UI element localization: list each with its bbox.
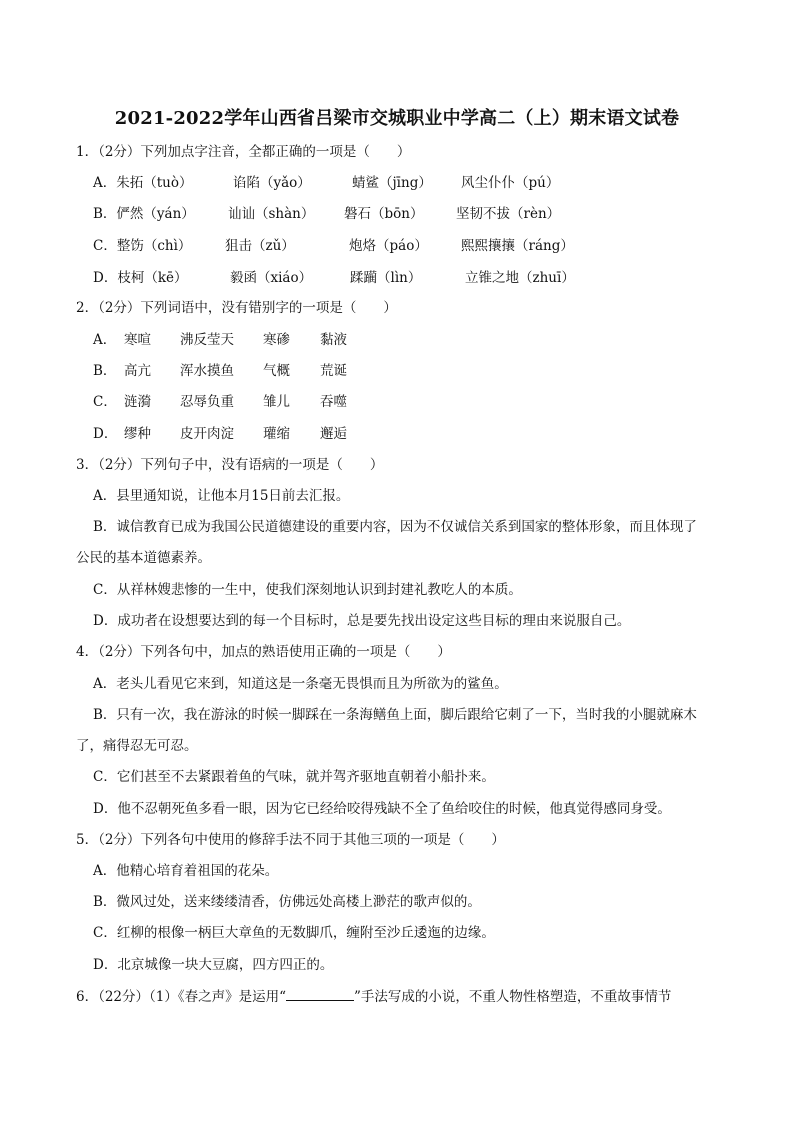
q5-option-d: D．北京城像一块大豆腐，四方四正的。	[93, 957, 334, 973]
q1-option-b-4: 坚韧不拔（rèn）	[456, 206, 561, 222]
q1-option-c-1: C．整饬（chì）	[93, 238, 192, 254]
q3-option-a: A．县里通知说，让他本月15日前去汇报。	[93, 488, 350, 504]
q1-option-d-2: 毅函（xiáo）	[230, 270, 313, 286]
q2-option-a-letter: A．	[93, 332, 117, 348]
q1-option-b-2: 讪讪（shàn）	[228, 206, 315, 222]
question-4-stem: 4．（2分）下列各句中，加点的熟语使用正确的一项是（ ）	[76, 644, 451, 660]
q4-option-d: D．他不忍朝死鱼多看一眼，因为它已经给咬得残缺不全了鱼给咬住的时候，他真觉得感同身受。	[93, 801, 671, 817]
q2-option-d-letter: D．	[93, 426, 118, 442]
q2-option-a-4: 黏液	[320, 332, 347, 348]
q5-option-b: B．微风过处，送来缕缕清香，仿佛远处高楼上渺茫的歌声似的。	[93, 894, 481, 910]
q3-option-d: D．成功者在设想要达到的每一个目标时，总是要先找出设定这些目标的理由来说服自己。	[93, 613, 631, 629]
q5-option-a: A．他精心培育着祖国的花朵。	[93, 863, 279, 879]
q1-option-c-4: 熙熙攘攘（ráng）	[461, 238, 574, 254]
q1-option-a-2: 谄陷（yǎo）	[233, 175, 311, 191]
question-3-stem: 3．（2分）下列句子中，没有语病的一项是（ ）	[76, 457, 384, 473]
question-6-stem	[76, 986, 671, 1007]
answer-blank[interactable]	[286, 986, 354, 1001]
q4-option-a: A．老头儿看见它来到，知道这是一条毫无畏惧而且为所欲为的鲨鱼。	[93, 676, 508, 692]
q2-option-a-2: 沸反莹天	[180, 332, 234, 348]
q5-option-c: C．红柳的根像一柄巨大章鱼的无数脚爪，缠附至沙丘逶迤的边缘。	[93, 925, 495, 941]
q2-option-c-4: 吞噬	[320, 394, 347, 410]
q4-option-b-line1: B．只有一次，我在游泳的时候一脚踩在一条海鳝鱼上面，脚后跟给它刺了一下，当时我的小腿就麻木	[93, 707, 697, 723]
q1-option-a-1: A．朱拓（tuò）	[93, 175, 193, 191]
question-5-stem: 5．（2分）下列各句中使用的修辞手法不同于其他三项的一项是（ ）	[76, 832, 505, 848]
q1-option-d-4: 立锥之地（zhuī）	[465, 270, 575, 286]
q2-option-d-4: 邂逅	[320, 426, 347, 442]
q4-option-b-line2: 了，痛得忍无可忍。	[76, 738, 198, 754]
q1-option-d-3: 蹂躏（lìn）	[350, 270, 422, 286]
q2-option-c-1: 涟漪	[124, 394, 151, 410]
q1-option-d-1: D．枝柯（kē）	[93, 270, 188, 286]
question-1-stem: 1．（2分）下列加点字注音，全都正确的一项是（ ）	[76, 144, 411, 160]
q2-option-c-2: 忍辱负重	[180, 394, 234, 410]
q2-option-d-3: 瓘缩	[263, 426, 290, 442]
q2-option-d-1: 缪种	[124, 426, 151, 442]
q2-option-b-letter: B．	[93, 363, 117, 379]
q1-option-c-2: 狙击（zǔ）	[225, 238, 295, 254]
q2-option-a-3: 寒碜	[263, 332, 290, 348]
q2-option-b-3: 气概	[263, 363, 290, 379]
q2-option-c-3: 雏儿	[263, 394, 290, 410]
q4-option-c: C．它们甚至不去紧跟着鱼的气味，就并驾齐驱地直朝着小船扑来。	[93, 769, 495, 785]
q1-option-b-3: 磐石（bōn）	[344, 206, 424, 222]
q6-stem-pre: 6．（22分）（1）《春之声》是运用“	[76, 989, 287, 1005]
q1-option-b-1: B．俨然（yán）	[93, 206, 195, 222]
q3-option-c: C．从祥林嫂悲惨的一生中，使我们深刻地认识到封建礼教吃人的本质。	[93, 582, 522, 598]
q2-option-b-4: 荒诞	[320, 363, 347, 379]
question-2-stem: 2．（2分）下列词语中，没有错别字的一项是（ ）	[76, 300, 397, 316]
q3-option-b-line1: B．诚信教育已成为我国公民道德建设的重要内容，因为不仅诚信关系到国家的整体形象，而且体现了	[93, 519, 697, 535]
q1-option-a-3: 蜻鲨（jīng）	[352, 175, 432, 191]
q2-option-b-1: 高亢	[124, 363, 151, 379]
q1-option-a-4: 风尘仆仆（pú）	[461, 175, 560, 191]
q2-option-d-2: 皮开肉淀	[180, 426, 234, 442]
page-title: 2021-2022学年山西省吕梁市交城职业中学高二（上）期末语文试卷	[114, 108, 680, 129]
q6-stem-post: ”手法写成的小说，不重人物性格塑造，不重故事情节	[354, 989, 672, 1005]
q2-option-b-2: 浑水摸鱼	[180, 363, 234, 379]
q2-option-c-letter: C．	[93, 394, 117, 410]
q3-option-b-line2: 公民的基本道德素养。	[76, 550, 211, 566]
q2-option-a-1: 寒喧	[124, 332, 151, 348]
q1-option-c-3: 炮烙（páo）	[349, 238, 428, 254]
